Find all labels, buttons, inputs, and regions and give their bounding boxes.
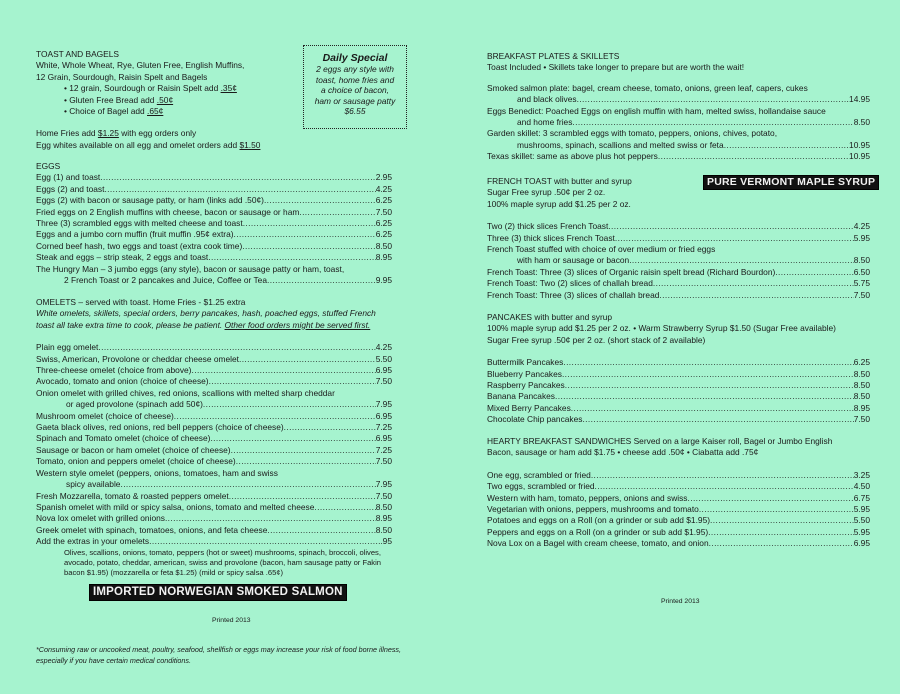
- menu-item: Corned beef hash, two eggs and toast (extra cook time) ..... 8.50: [36, 241, 392, 252]
- extras-line: avocado, potato, cheddar, american, swiss and provolone (bacon, ham sausage patty or Fakin: [64, 557, 382, 567]
- menu-item: spicy available ..... 7.95: [36, 479, 392, 490]
- daily-special-line: toast, home fries and: [315, 74, 395, 85]
- eggs-section: [36, 161, 392, 286]
- toast-line: White, Whole Wheat, Rye, Gluten Free, English Muffins,: [36, 60, 245, 71]
- pancakes-subtitle: Sugar Free syrup .50¢ per 2 oz. (short stack of 2 available): [487, 334, 706, 345]
- menu-item: Blueberry Pancakes ..... 8.50: [487, 369, 870, 380]
- sandwiches-section: [487, 436, 870, 550]
- menu-item: Steak and eggs – strip steak, 2 eggs and toast ..... 8.95: [36, 252, 392, 263]
- menu-item: or aged provolone (spinach add 50¢) ..... 7.95: [36, 399, 392, 410]
- plates-title: BREAKFAST PLATES & SKILLETS: [487, 51, 620, 61]
- home-fries-note: Home Fries add $1.25 with egg orders only: [36, 128, 197, 139]
- menu-item: Three (3) thick slices French Toast ..... 5.95: [487, 233, 870, 244]
- menu-item: Potatoes and eggs on a Roll (on a grinder or sub add $1.95) ..... 5.50: [487, 515, 870, 526]
- toast-line: 12 Grain, Sourdough, Raisin Spelt and Bagels: [36, 71, 208, 82]
- footnote: [36, 644, 436, 666]
- sandwiches-title: HEARTY BREAKFAST SANDWICHES Served on a large Kaiser roll, Bagel or Jumbo English: [487, 436, 833, 446]
- pancakes-section: [487, 312, 870, 426]
- menu-item: Two (2) thick slices French Toast ..... 4.25: [487, 221, 870, 232]
- omelets-section: [36, 297, 392, 578]
- menu-item: Mushroom omelet (choice of cheese) ..... 6.95: [36, 411, 392, 422]
- menu-item: Peppers and eggs on a Roll (on a grinder or sub add $1.95) ..... 5.95: [487, 527, 870, 538]
- menu-item: Sausage or bacon or ham omelet (choice of cheese) ..... 7.25: [36, 445, 392, 456]
- toast-bullet: • 12 grain, Sourdough or Raisin Spelt add .35¢: [64, 83, 237, 94]
- plates-section: [487, 51, 870, 163]
- toast-bullet: • Gluten Free Bread add .50¢: [64, 94, 174, 105]
- pancakes-subtitle: 100% maple syrup add $1.25 per 2 oz. • Warm Strawberry Syrup $1.50 (Sugar Free available): [487, 323, 836, 334]
- menu-item: Three-cheese omelet (choice from above) ..... 6.95: [36, 365, 392, 376]
- maple-syrup-banner: PURE VERMONT MAPLE SYRUP: [703, 175, 879, 190]
- menu-item: Egg (1) and toast ..... 2.95: [36, 172, 392, 183]
- menu-item: Spinach and Tomato omelet (choice of cheese) ..... 6.95: [36, 433, 392, 444]
- omelets-title: OMELETS – served with toast. Home Fries - $1.25 extra: [36, 297, 246, 307]
- menu-item: mushrooms, spinach, scallions and melted swiss or feta ..... 10.95: [487, 140, 870, 151]
- toast-bullet: • Choice of Bagel add .65¢: [64, 106, 164, 117]
- menu-item: One egg, scrambled or fried ..... 3.25: [487, 470, 870, 481]
- footnote-line: *Consuming raw or uncooked meat, poultry, seafood, shellfish or eggs may increase your risk of food borne illness,: [36, 645, 402, 654]
- eggs-benedict-line: Eggs Benedict: Poached Eggs on english muffin with ham, melted swiss, hollandaise sauce: [487, 105, 826, 116]
- menu-item: Plain egg omelet ..... 4.25: [36, 342, 392, 353]
- pancakes-title: PANCAKES with butter and syrup: [487, 312, 613, 322]
- toast-title: TOAST AND BAGELS: [36, 49, 120, 59]
- salmon-plate-line: Smoked salmon plate: bagel, cream cheese, tomato, onions, green leaf, capers, cukes: [487, 82, 808, 93]
- daily-special-line: a choice of bacon,: [321, 85, 389, 96]
- menu-item: Avocado, tomato and onion (choice of cheese) ..... 7.50: [36, 376, 392, 387]
- stuffed-ft-line: French Toast stuffed with choice of over medium or fried eggs: [487, 244, 716, 255]
- ft-subtitle: 100% maple syrup add $1.25 per 2 oz.: [487, 198, 631, 209]
- eggs-title: EGGS: [36, 161, 61, 171]
- menu-item: Mixed Berry Pancakes ..... 8.95: [487, 403, 870, 414]
- garden-skillet-line: Garden skillet: 3 scrambled eggs with tomato, peppers, onions, chives, potato,: [487, 128, 778, 139]
- footnote-line: especially if you have certain medical conditions.: [36, 656, 192, 665]
- menu-item: Eggs and a jumbo corn muffin (fruit muffin .95¢ extra) ..... 6.25: [36, 229, 392, 240]
- menu-item: Chocolate Chip pancakes ..... 7.50: [487, 414, 870, 425]
- menu-item: French Toast: Three (3) slices of Organic raisin spelt bread (Richard Bourdon) ..... 6.50: [487, 267, 870, 278]
- menu-item: 2 French Toast or 2 pancakes and Juice, Coffee or Tea ..... 9.95: [36, 275, 392, 286]
- ft-subtitle: Sugar Free syrup .50¢ per 2 oz.: [487, 187, 606, 198]
- menu-item: Banana Pancakes ..... 8.50: [487, 391, 870, 402]
- menu-item: Nova Lox on a Bagel with cream cheese, tomato, and onion ..... 6.95: [487, 538, 870, 549]
- menu-item: French Toast: Three (3) slices of challah bread ..... 7.50: [487, 290, 870, 301]
- menu-item: Add the extras in your omelets ..... .95: [36, 536, 392, 547]
- menu-item: Fried eggs on 2 English muffins with cheese, bacon or sausage or ham ..... 7.50: [36, 207, 392, 218]
- extras-line: bacon $1.95) (mozzarella or feta $1.25) (mild or spicy salsa .65¢): [64, 567, 284, 577]
- menu-item: Greek omelet with spinach, tomatoes, onions, and feta cheese ..... 8.50: [36, 525, 392, 536]
- menu-item: Buttermilk Pancakes ..... 6.25: [487, 357, 870, 368]
- menu-item: Swiss, American, Provolone or cheddar cheese omelet ..... 5.50: [36, 354, 392, 365]
- menu-item: Spanish omelet with mild or spicy salsa, onions, tomato and melted cheese ..... 8.50: [36, 502, 392, 513]
- western-omelet-line: Western style omelet (peppers, onions, tomatoes, ham and swiss: [36, 467, 278, 478]
- omelets-note: White omelets, skillets, special orders, berry pancakes, hash, poached eggs, stuffed French: [36, 308, 376, 319]
- toast-section: [36, 49, 301, 151]
- menu-item: Texas skillet: same as above plus hot peppers ..... 10.95: [487, 151, 870, 162]
- hungry-man-line: The Hungry Man – 3 jumbo eggs (any style), bacon or sausage patty or ham, toast,: [36, 263, 345, 274]
- menu-item: Gaeta black olives, red onions, red bell peppers (choice of cheese) ..... 7.25: [36, 422, 392, 433]
- printed-note: Printed 2013: [661, 598, 700, 605]
- menu-item: with ham or sausage or bacon ..... 8.50: [487, 255, 870, 266]
- menu-item: Vegetarian with onions, peppers, mushrooms and tomato ..... 5.95: [487, 504, 870, 515]
- daily-special-line: ham or sausage patty: [314, 95, 396, 106]
- menu-item: French Toast: Two (2) slices of challah bread ..... 5.75: [487, 278, 870, 289]
- menu-item: and home fries ..... 8.50: [487, 117, 870, 128]
- french-toast-section: [487, 176, 876, 301]
- menu-item: Raspberry Pancakes ..... 8.50: [487, 380, 870, 391]
- menu-item: Eggs (2) with bacon or sausage patty, or ham (links add .50¢) ..... 6.25: [36, 195, 392, 206]
- french-toast-title: FRENCH TOAST with butter and syrup PURE VERMONT MAPLE SYRUP: [487, 176, 870, 187]
- daily-special-box: [303, 45, 407, 129]
- daily-special-title: Daily Special: [322, 52, 388, 64]
- daily-special-line: 2 eggs any style with: [316, 64, 394, 74]
- menu-item: Three (3) scrambled eggs with melted cheese and toast ..... 6.25: [36, 218, 392, 229]
- egg-whites-note: Egg whites available on all egg and omelet orders add $1.50: [36, 139, 261, 150]
- menu-item: Tomato, onion and peppers omelet (choice of cheese) ..... 7.50: [36, 456, 392, 467]
- menu-item: Fresh Mozzarella, tomato & roasted peppers omelet ..... 7.50: [36, 491, 392, 502]
- smoked-salmon-banner: IMPORTED NORWEGIAN SMOKED SALMON: [89, 584, 347, 601]
- omelets-note: toast all take extra time to cook, please be patient. Other food orders might be served first.: [36, 319, 371, 330]
- onion-omelet-line: Onion omelet with grilled chives, red onions, scallions with melted sharp cheddar: [36, 387, 335, 398]
- plates-subtitle: Toast Included • Skillets take longer to prepare but are worth the wait!: [487, 62, 745, 73]
- menu-item: Western with ham, tomato, peppers, onions and swiss ..... 6.75: [487, 493, 870, 504]
- menu-item: Two eggs, scrambled or fried ..... 4.50: [487, 481, 870, 492]
- menu-item: and black olives ..... 14.95: [487, 94, 870, 105]
- menu-item: Nova lox omelet with grilled onions ..... 8.95: [36, 513, 392, 524]
- daily-special-price: $6.55: [344, 106, 366, 117]
- sandwiches-subtitle: Bacon, sausage or ham add $1.75 • cheese add .50¢ • Ciabatta add .75¢: [487, 447, 759, 458]
- printed-note: Printed 2013: [212, 617, 251, 624]
- extras-line: Olives, scallions, onions, tomato, peppers (hot or sweet) mushrooms, spinach, broccoli, olives,: [64, 547, 381, 557]
- menu-item: Eggs (2) and toast ..... 4.25: [36, 184, 392, 195]
